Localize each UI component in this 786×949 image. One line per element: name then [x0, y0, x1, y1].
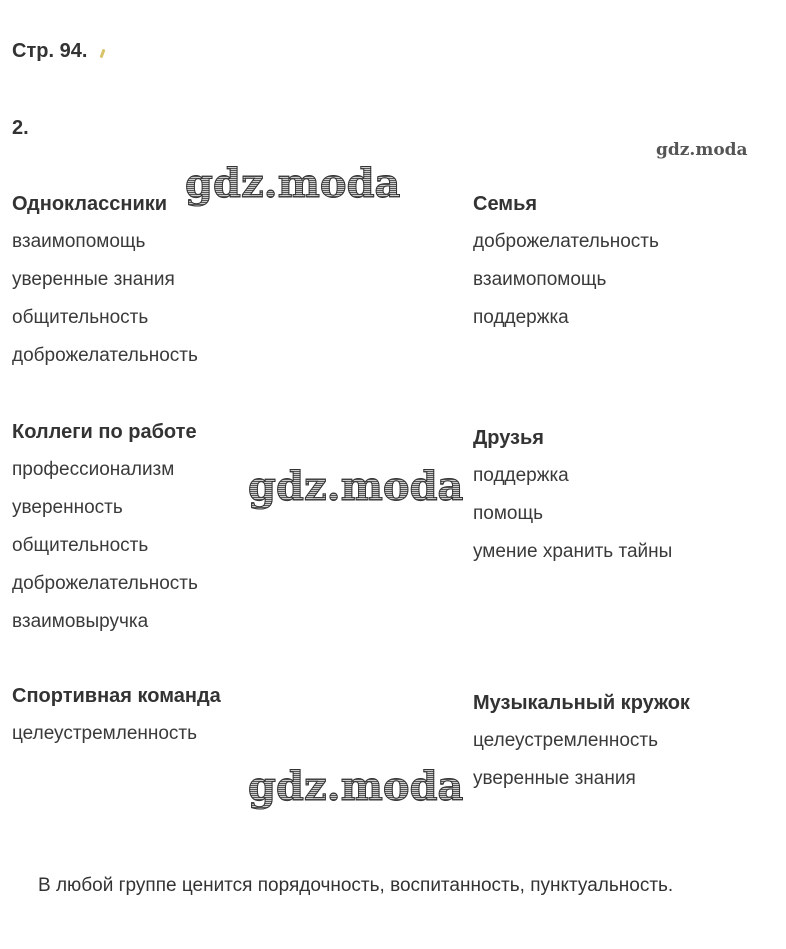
list-item: доброжелательность: [473, 231, 659, 252]
group-music-club: [473, 691, 690, 791]
group-title: Коллеги по работе: [12, 421, 197, 443]
task-number: 2.: [12, 117, 29, 139]
list-item: помощь: [473, 503, 544, 524]
group-title: Друзья: [473, 427, 544, 449]
list-item: общительность: [12, 307, 149, 328]
list-item: профессионализм: [12, 459, 175, 480]
list-item: уверенные знания: [473, 768, 636, 789]
group-items: [12, 458, 198, 634]
group-colleagues: [12, 420, 198, 634]
group-items: [473, 464, 672, 564]
list-item: целеустремленность: [12, 723, 198, 744]
list-item: умение хранить тайны: [473, 541, 673, 562]
list-item: целеустремленность: [473, 730, 659, 751]
group-title: Спортивная команда: [12, 685, 221, 707]
group-classmates: [12, 192, 198, 368]
group-friends: [473, 426, 672, 564]
list-item: общительность: [12, 535, 149, 556]
group-title: Музыкальный кружок: [473, 692, 690, 714]
list-item: поддержка: [473, 307, 569, 328]
list-item: доброжелательность: [12, 573, 198, 594]
list-item: уверенные знания: [12, 269, 175, 290]
watermark: gdz.moda: [185, 160, 401, 207]
group-items: [12, 230, 198, 368]
list-item: поддержка: [473, 465, 569, 486]
group-family: [473, 192, 659, 330]
list-item: уверенность: [12, 497, 123, 518]
list-item: взаимопомощь: [12, 231, 146, 252]
ink-mark: [100, 49, 106, 58]
group-items: [473, 230, 659, 330]
watermark: gdz.moda: [248, 463, 464, 510]
group-title: Одноклассники: [12, 193, 168, 215]
conclusion-text: В любой группе ценится порядочность, воспитанность, пунктуальность.: [38, 875, 674, 896]
group-title: Семья: [473, 193, 538, 215]
list-item: взаимовыручка: [12, 611, 149, 632]
list-item: доброжелательность: [12, 345, 198, 366]
group-items: [473, 729, 690, 791]
watermark: gdz.moda: [656, 140, 748, 160]
page-label: Стр. 94.: [12, 40, 88, 62]
watermark: gdz.moda: [248, 763, 464, 810]
group-items: [12, 722, 221, 746]
group-sports-team: [12, 684, 221, 746]
list-item: взаимопомощь: [473, 269, 607, 290]
